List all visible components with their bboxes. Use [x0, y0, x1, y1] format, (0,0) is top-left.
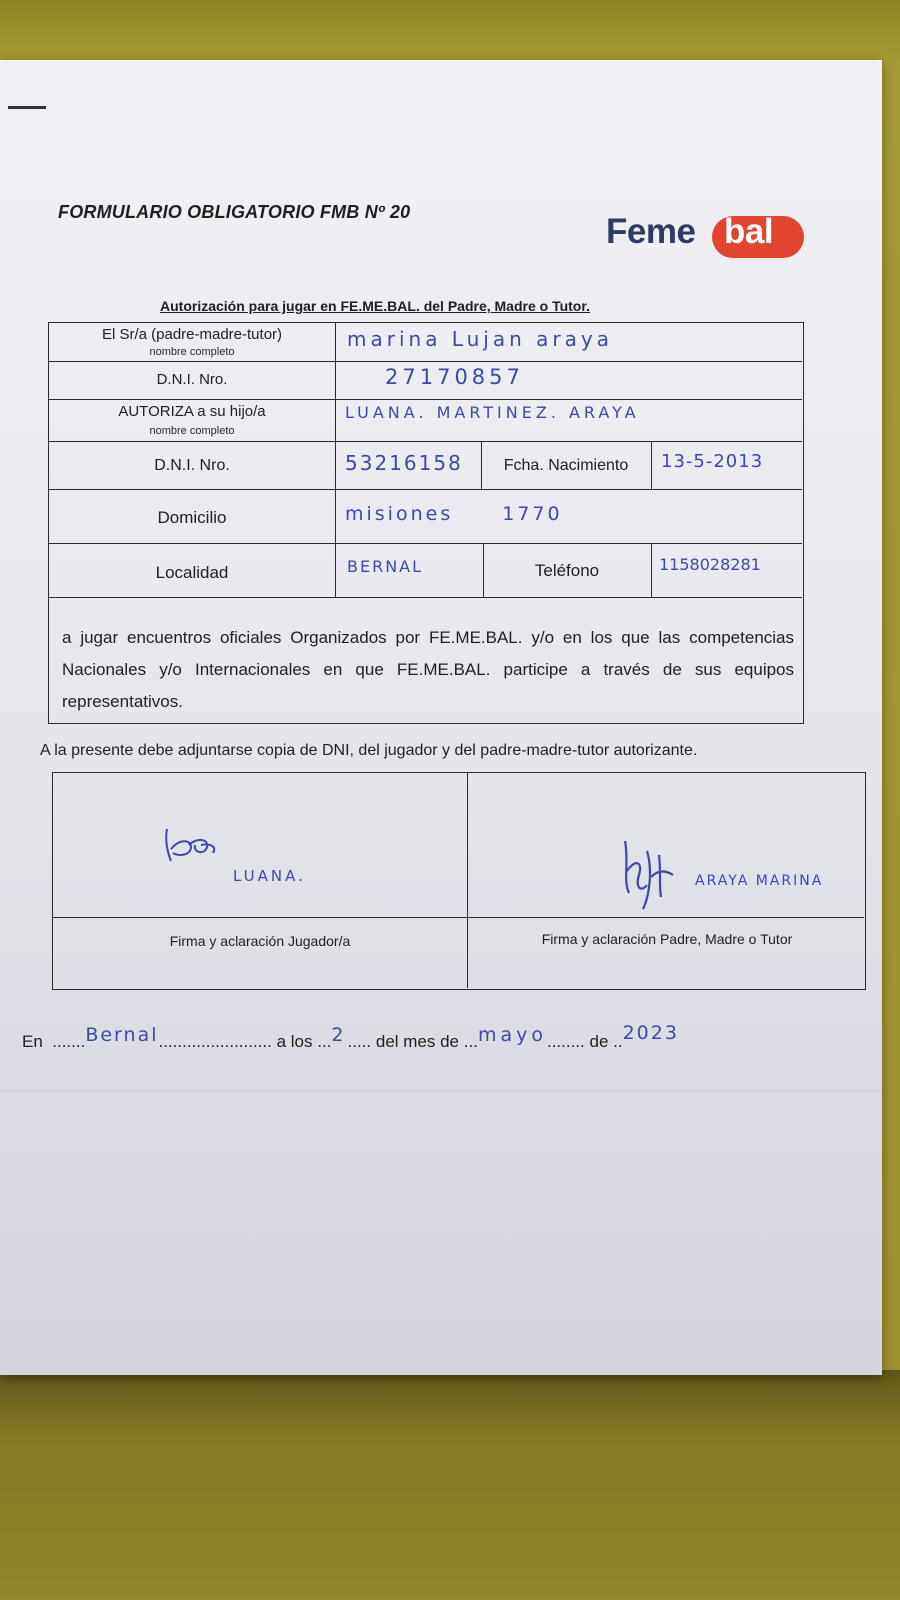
date-de-label: de — [589, 1032, 609, 1051]
parent-name-clarification: ARAYA MARINA — [695, 873, 824, 889]
parent-dni-value: 27170857 — [385, 365, 524, 389]
phone-value: 1158028281 — [659, 555, 761, 574]
child-dni-value: 53216158 — [345, 451, 463, 475]
child-dni-label: D.N.I. Nro. — [154, 457, 230, 474]
birthdate-value: 13-5-2013 — [661, 451, 764, 472]
date-a-los-label: a los — [276, 1032, 313, 1051]
date-line: En .......Bernal........................ a los ...2..... del mes de ...mayo........ de ..2023 — [22, 1022, 679, 1051]
logo-text-feme: Feme — [606, 212, 696, 251]
authorization-paragraph: a jugar encuentros oficiales Organizados por FE.ME.BAL. y/o en los que las competencias Nacionales y/o Internacionales en que FE.ME.BAL. participe a través de sus equipos representativos. — [62, 628, 794, 711]
date-del-mes-label: del mes de — [375, 1032, 460, 1051]
parent-name-value: marina Lujan araya — [347, 327, 613, 351]
femebal-logo — [606, 212, 802, 262]
date-place-value: Bernal — [85, 1024, 159, 1046]
child-name-value: LUANA. MARTINEZ. ARAYA — [345, 403, 640, 422]
table-surface — [0, 1370, 900, 1600]
locality-label: Localidad — [155, 563, 229, 582]
locality-value: BERNAL — [347, 557, 424, 576]
birthdate-label: Fcha. Nacimiento — [503, 457, 629, 474]
address-label: Domicilio — [157, 508, 227, 527]
form-subtitle: Autorización para jugar en FE.ME.BAL. del Padre, Madre o Tutor. — [160, 298, 590, 314]
player-name-clarification: LUANA. — [233, 867, 306, 885]
address-value: misiones 1770 — [345, 503, 563, 525]
logo-text-bal: bal — [724, 212, 774, 251]
date-month-value: mayo — [477, 1024, 547, 1046]
player-signature — [161, 825, 221, 869]
form-title: FORMULARIO OBLIGATORIO FMB Nº 20 — [58, 202, 411, 222]
phone-label: Teléfono — [534, 561, 600, 580]
parent-signature-caption: Firma y aclaración Padre, Madre o Tutor — [541, 931, 793, 947]
paper-fold — [0, 1090, 882, 1093]
date-year-value: 2023 — [622, 1022, 679, 1044]
parent-name-sublabel: nombre completo — [149, 346, 235, 358]
signature-table — [52, 772, 866, 990]
child-name-label: AUTORIZA a su hijo/a — [118, 403, 266, 420]
date-en-label: En — [22, 1032, 43, 1051]
parent-name-label: El Sr/a (padre-madre-tutor) — [101, 326, 283, 343]
parent-dni-label: D.N.I. Nro. — [156, 371, 228, 388]
parent-signature — [613, 831, 693, 913]
child-name-sublabel: nombre completo — [149, 425, 235, 437]
attachment-note: A la presente debe adjuntarse copia de DNI, del jugador y del padre-madre-tutor autorizante. — [40, 742, 698, 759]
pen-mark — [8, 106, 46, 109]
date-day-value: 2 — [331, 1024, 348, 1046]
player-signature-caption: Firma y aclaración Jugador/a — [169, 933, 351, 949]
